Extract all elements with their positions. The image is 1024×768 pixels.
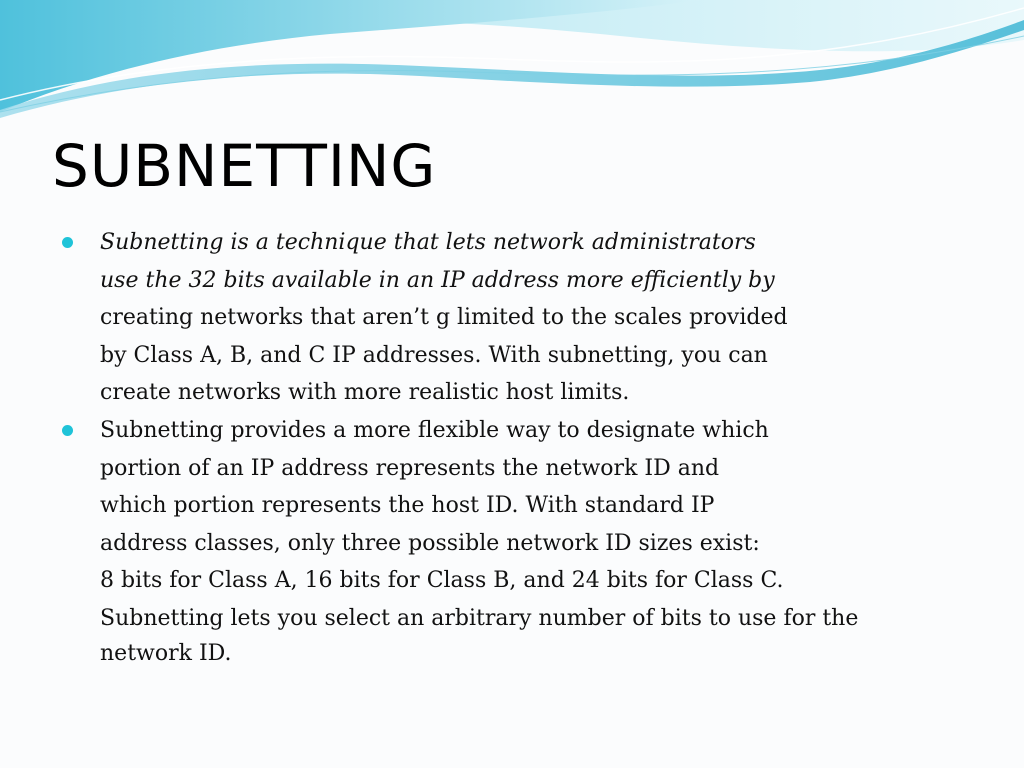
bullet-line: network ID. — [100, 640, 232, 666]
bullet-line: Subnetting lets you select an arbitrary number of bits to use for the — [100, 605, 859, 631]
bullet-line: by Class A, B, and C IP addresses. With subnetting, you can — [100, 342, 768, 368]
bullet-line: 8 bits for Class A, 16 bits for Class B, and 24 bits for Class C. — [100, 568, 784, 594]
bullet-line: Subnetting provides a more flexible way to designate which — [100, 417, 769, 443]
bullet-dot-icon — [62, 425, 73, 436]
bullet-line: creating networks that aren’t g limited to the scales provided — [100, 305, 788, 331]
bullet-item — [62, 224, 962, 412]
bullet-line: use the 32 bits available in an IP address more efficiently by — [100, 267, 775, 293]
bullet-line: address classes, only three possible network ID sizes exist: — [100, 530, 760, 556]
bullet-dot-icon — [62, 237, 73, 248]
bullet-item — [62, 412, 962, 670]
decorative-wave-banner — [0, 0, 1024, 130]
bullet-line: which portion represents the host ID. With standard IP — [100, 493, 715, 519]
slide-title: SUBNETTING — [52, 132, 437, 200]
bullet-line: create networks with more realistic host limits. — [100, 380, 630, 406]
bullet-line: portion of an IP address represents the network ID and — [100, 455, 720, 481]
bullet-list — [62, 224, 962, 670]
bullet-line: Subnetting is a technique that lets network administrators — [100, 230, 756, 255]
